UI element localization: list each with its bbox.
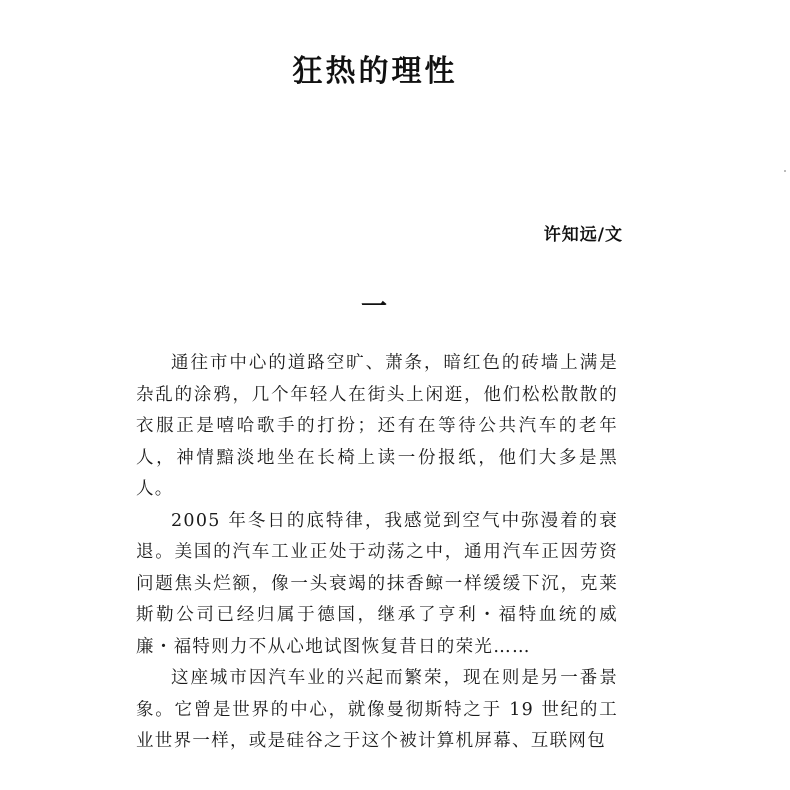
paragraph: 这座城市因汽车业的兴起而繁荣，现在则是另一番景象。它曾是世界的中心，就像曼彻斯特之于 19 世纪的工业世界一样，或是硅谷之于这个被计算机屏幕、互联网包: [136, 668, 618, 751]
paragraph: 2005 年冬日的底特律，我感觉到空气中弥漫着的衰退。美国的汽车工业正处于动荡之中，通用汽车正因劳资问题焦头烂额，像一头衰竭的抹香鲸一样缓缓下沉，克莱斯勒公司已经归属于德国，继承了亨利・福特血统的威廉・福特则力不从心地试图恢复昔日的荣光……: [136, 510, 618, 657]
article-title: 狂热的理性: [292, 54, 458, 89]
author-byline: 许知远/文: [543, 225, 623, 245]
paragraph: 通往市中心的道路空旷、萧条，暗红色的砖墙上满是杂乱的涂鸦，几个年轻人在街头上闲逛，他们松松散散的衣服正是嘻哈歌手的打扮；还有在等待公共汽车的老年人，神情黯淡地坐在长椅上读一份报纸，他们大多是黑人。: [136, 353, 618, 499]
section-number: 一: [361, 292, 388, 322]
scan-speck: [784, 170, 786, 172]
article-body: [136, 348, 618, 758]
